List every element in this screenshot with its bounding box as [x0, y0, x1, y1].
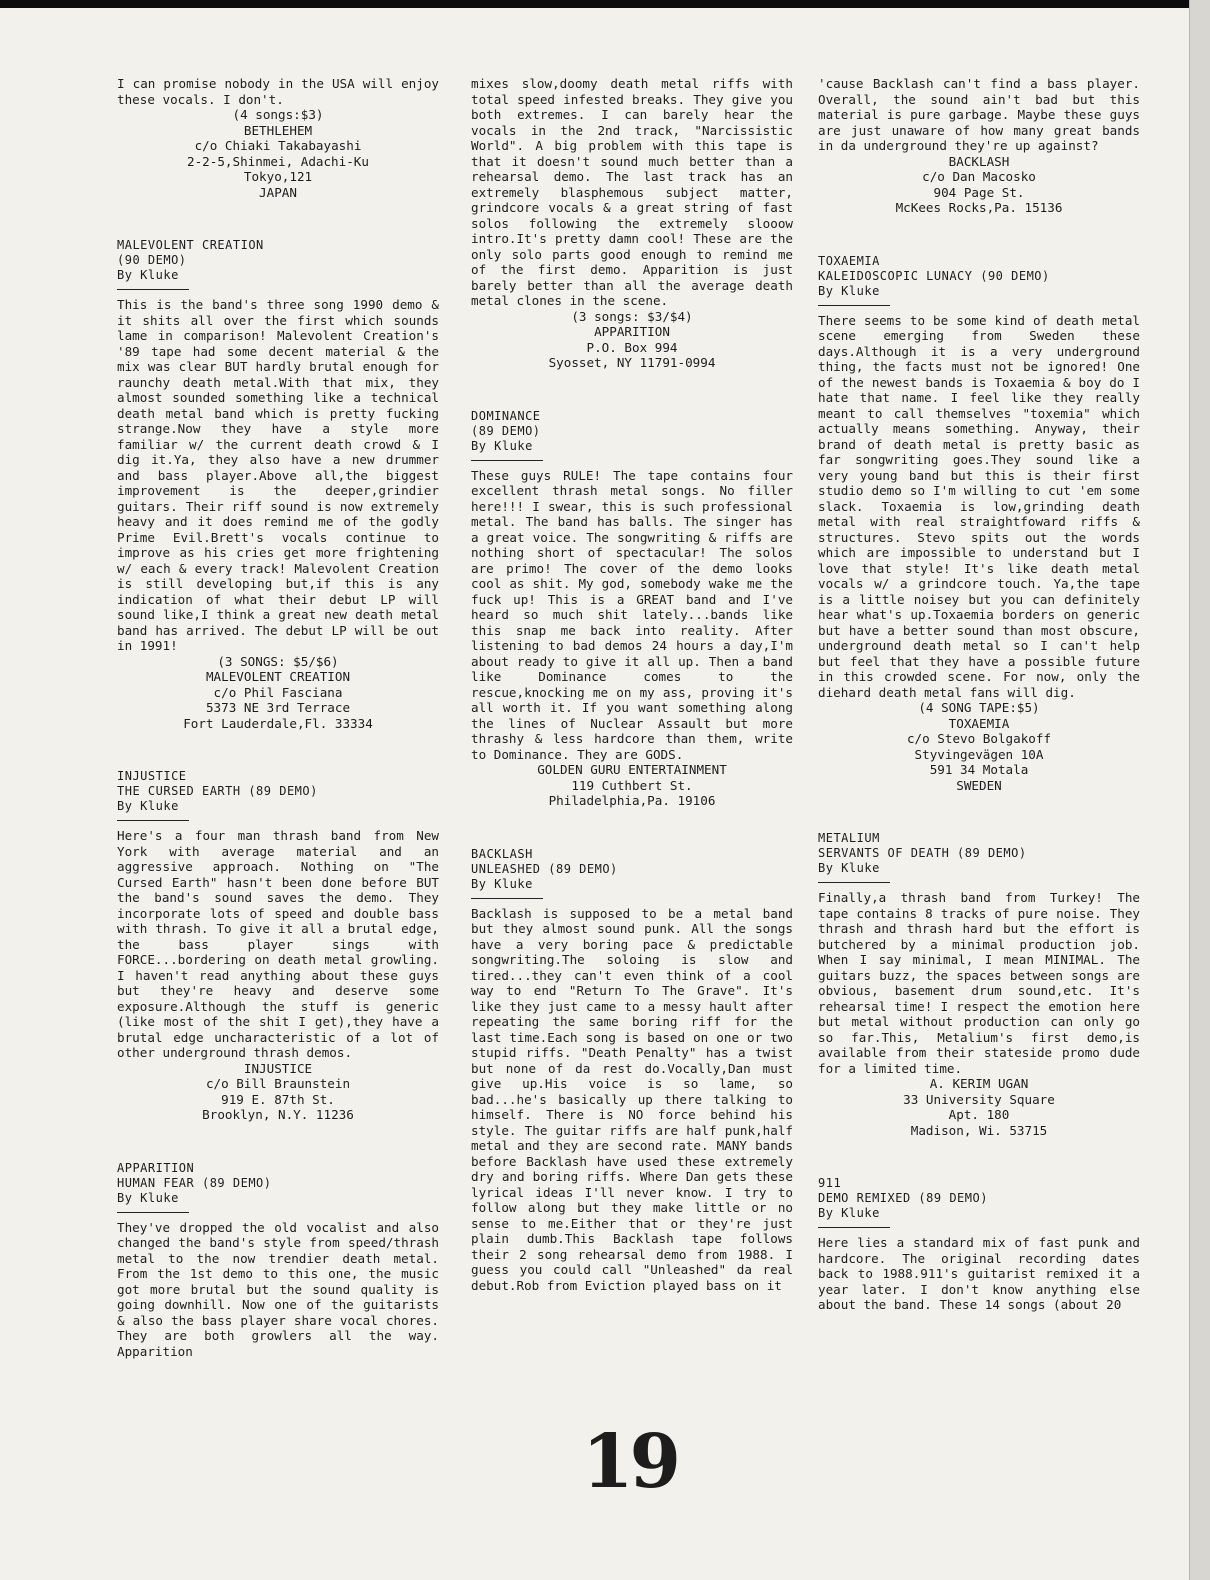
column-1: [117, 76, 439, 1359]
review-byline: By Kluke: [471, 438, 533, 453]
review-text: Backlash is supposed to be a metal band but they almost sound punk. All the songs have a very boring pace & predictable songwriting.The soloing is slow and tired...they can't even think of a cool way to end "Return To The Grave". It's like they just came to a messy hault after repeating the same boring riff for the last time.Each song is based on one or two stupid riffs. "Death Penalty" has a twist but none of da rest do.Vocally,Dan must give up.His voice is so lame, so bad...he's basically up there talking to himself. There is NO force behind his style. The guitar riffs are half punk,half metal and they are second rate. MANY bands before Backlash have used these extremely dry and boring riffs. Where Dan gets these lyrical ideas I'll never know. I try to follow along but they make little or no sense to me.Either that or they're just plain dumb.This Backlash tape follows their 2 song rehearsal demo from 1988. I guess you could call "Unleashed" da real debut.Rob from Eviction played bass on it: [471, 905, 793, 1293]
review-text: 'cause Backlash can't find a bass player. Overall, the sound ain't bad but this material is pure garbage. Maybe these guys are just unaware of how many great bands in da underground they're up against?: [818, 76, 1140, 153]
divider: [117, 289, 189, 290]
review-demo-title: (90 DEMO): [117, 253, 187, 267]
review-demo-title: HUMAN FEAR (89 DEMO): [117, 1175, 272, 1190]
contact-address: TOXAEMIA c/o Stevo Bolgakoff Styvingevägen 10A 591 34 Motala SWEDEN: [906, 715, 1052, 793]
review-text: I can promise nobody in the USA will enjoy these vocals. I don't.: [117, 76, 439, 107]
review-demo-title: SERVANTS OF DEATH (89 DEMO): [818, 846, 1027, 860]
review-band-name: METALIUM: [818, 831, 880, 845]
review-byline: By Kluke: [818, 1206, 880, 1220]
contact-address: APPARITION P.O. Box 994 Syosset, NY 11791-0994: [548, 324, 716, 370]
contact-address: BACKLASH c/o Dan Macosko 904 Page St. McKees Rocks,Pa. 15136: [895, 153, 1063, 215]
review-text: These guys RULE! The tape contains four excellent thrash metal songs. No filler here!!! I swear, this is such professional metal. The band has balls. The singer has a great voice. The songwriting & riffs are nothing short of spectacular! The solos are primo! The cover of the demo looks cool as shit. My god, somebody wake me the fuck up! This is a GREAT band and I've heard so much shit lately...bands like this snap me back into reality. After listening to bad demos 24 hours a day,I'm about ready to give it all up. Then a band like Dominance comes to the rescue,knocking me on my ass, proving it's all worth it. If you want something along the lines of Nuclear Assault but more thrashy & less hardcore than them, write to Dominance. They are GODS.: [471, 467, 793, 762]
review-text: Here's a four man thrash band from New York with average material and an aggressive approach. Nothing on "The Cursed Earth" hasn't been done before BUT the band's sound saves the demo. They incorporate lots of speed and double bass with thrash. To give it all a brutal edge, the bass player sings with FORCE...bordering on death metal growling. I haven't read anything about these guys but they're heavy and deserve some exposure.Although the stuff is generic (like most of the shit I get),they have a brutal edge uncharacteristic of a lot of other underground thrash demos.: [117, 828, 439, 1060]
review-band-name: DOMINANCE: [471, 408, 541, 423]
contact-address: MALEVOLENT CREATION c/o Phil Fasciana 5373 NE 3rd Terrace Fort Lauderdale,Fl. 33334: [183, 669, 373, 731]
divider: [471, 898, 543, 899]
divider: [471, 460, 543, 461]
review-byline: By Kluke: [117, 1190, 179, 1205]
page-top-edge: [0, 0, 1200, 8]
price: (4 songs:$3): [232, 107, 324, 122]
price: (3 SONGS: $5/$6): [217, 653, 339, 669]
review-band-name: 911: [818, 1176, 842, 1190]
column-2: [471, 76, 793, 1293]
review-text: mixes slow,doomy death metal riffs with total speed infested breaks. They give you both extremes. I can barely hear the vocals in the 2nd track, "Narcissistic World". A big problem with this tape is that it doesn't sound much better than a rehearsal demo. The last track has an extremely blasphemous subject matter, grindcore vocals & a great string of fast solos following the extremely slooow intro.It's pretty damn cool! These are the only solo parts good enough to remind me of the first demo. Apparition is just barely better than all the average death metal clones in the scene.: [471, 76, 793, 308]
divider: [818, 1227, 890, 1228]
review-text: Finally,a thrash band from Turkey! The tape contains 8 tracks of pure noise. They thrash and thrash hard but the effort is butchered by a minimal production job. When I say minimal, I mean MINIMAL. The guitars buzz, the spaces between songs are obvious, basement drum sound,etc. It's rehearsal time! I respect the emotion here but metal without production can only go so far.This, Metalium's first demo,is available from their stateside promo dude for a limited time.: [818, 890, 1140, 1076]
contact-address: GOLDEN GURU ENTERTAINMENT 119 Cuthbert St. Philadelphia,Pa. 19106: [537, 762, 727, 808]
review-byline: By Kluke: [818, 861, 880, 875]
review-byline: By Kluke: [818, 283, 880, 298]
review-byline: By Kluke: [117, 799, 179, 813]
divider: [818, 882, 890, 883]
review-byline: By Kluke: [117, 268, 179, 282]
review-demo-title: DEMO REMIXED (89 DEMO): [818, 1191, 988, 1205]
page-number: 19: [582, 1419, 677, 1505]
review-band-name: BACKLASH: [471, 846, 533, 861]
contact-address: A. KERIM UGAN 33 University Square Apt. 180 Madison, Wi. 53715: [903, 1076, 1055, 1138]
page-right-edge: [1189, 0, 1210, 1580]
review-text: They've dropped the old vocalist and also changed the band's style from speed/thrash metal to the now trendier death metal. From the 1st demo to this one, the music got more brutal but the sound quality is going downhill. Now one of the guitarists & also the bass player share vocal chores. They are both growlers all the way. Apparition: [117, 1219, 439, 1359]
contact-address: BETHLEHEM c/o Chiaki Takabayashi 2-2-5,Shinmei, Adachi-Ku Tokyo,121 JAPAN: [187, 122, 369, 200]
review-band-name: MALEVOLENT CREATION: [117, 238, 264, 252]
divider: [117, 820, 189, 821]
review-byline: By Kluke: [471, 876, 533, 891]
review-text: Here lies a standard mix of fast punk and hardcore. The original recording dates back to 1988.911's guitarist remixed it a year later. I don't know anything else about the band. These 14 songs (about 20: [818, 1235, 1140, 1312]
column-3: [818, 76, 1140, 1313]
price: (4 SONG TAPE:$5): [918, 700, 1040, 715]
review-text: There seems to be some kind of death metal scene emerging from Sweden these days.Although it is a very underground thing, the facts must not be ignored! One of the newest bands is Toxaemia & boy do I hate that name. I feel like they really meant to call themselves "toxemia" which actually means something. Anyway, their brand of death metal is pretty basic as far songwriting goes.They sound like a very young band but this is their first studio demo so I'm willing to cut 'em some slack. Toxaemia is low,grinding death metal with real straightfoward riffs & structures. Stevo spits out the words which are impossible to understand but I love that style! It's like death metal vocals w/ a grindcore touch. Ya,the tape is a little noisey but you can definitely hear what's up.Toxaemia borders on generic but have a better sound than most obscure, underground death metal so I can't help but feel that they have a possible future in this crowded scene. For now, only the diehard death metal fans will dig.: [818, 312, 1140, 700]
divider: [117, 1212, 189, 1213]
contact-address: INJUSTICE c/o Bill Braunstein 919 E. 87th St. Brooklyn, N.Y. 11236: [202, 1060, 354, 1122]
review-band-name: APPARITION: [117, 1160, 195, 1175]
price: (3 songs: $3/$4): [571, 308, 693, 324]
review-demo-title: (89 DEMO): [471, 423, 541, 438]
review-text: This is the band's three song 1990 demo & it shits all over the first which sounds lame in comparison! Malevolent Creation's '89 tape had some decent material & the mix was clear BUT hardly brutal enough for raunchy death metal.With that mix, they almost sounded something like a technical death metal band which is pretty fucking strange.Now they have a style more familiar w/ the current death crowd & I dig it.Ya, they also have a new drummer and bass player.Above all,the biggest improvement is the deeper,grindier guitars. Their riff sound is now extremely heavy and it does remind me of the godly Prime Evil.Brett's vocals continue to improve as his cries get more frightening w/ each & every track! Malevolent Creation is still developing but,if this is any indication of what their debut LP will sound like,I think a great new death metal band has arrived. The debut LP will be out in 1991!: [117, 297, 439, 653]
review-demo-title: KALEIDOSCOPIC LUNACY (90 DEMO): [818, 268, 1050, 283]
review-demo-title: THE CURSED EARTH (89 DEMO): [117, 784, 318, 798]
divider: [818, 305, 890, 306]
review-band-name: INJUSTICE: [117, 769, 187, 783]
review-band-name: TOXAEMIA: [818, 253, 880, 268]
review-demo-title: UNLEASHED (89 DEMO): [471, 861, 618, 876]
